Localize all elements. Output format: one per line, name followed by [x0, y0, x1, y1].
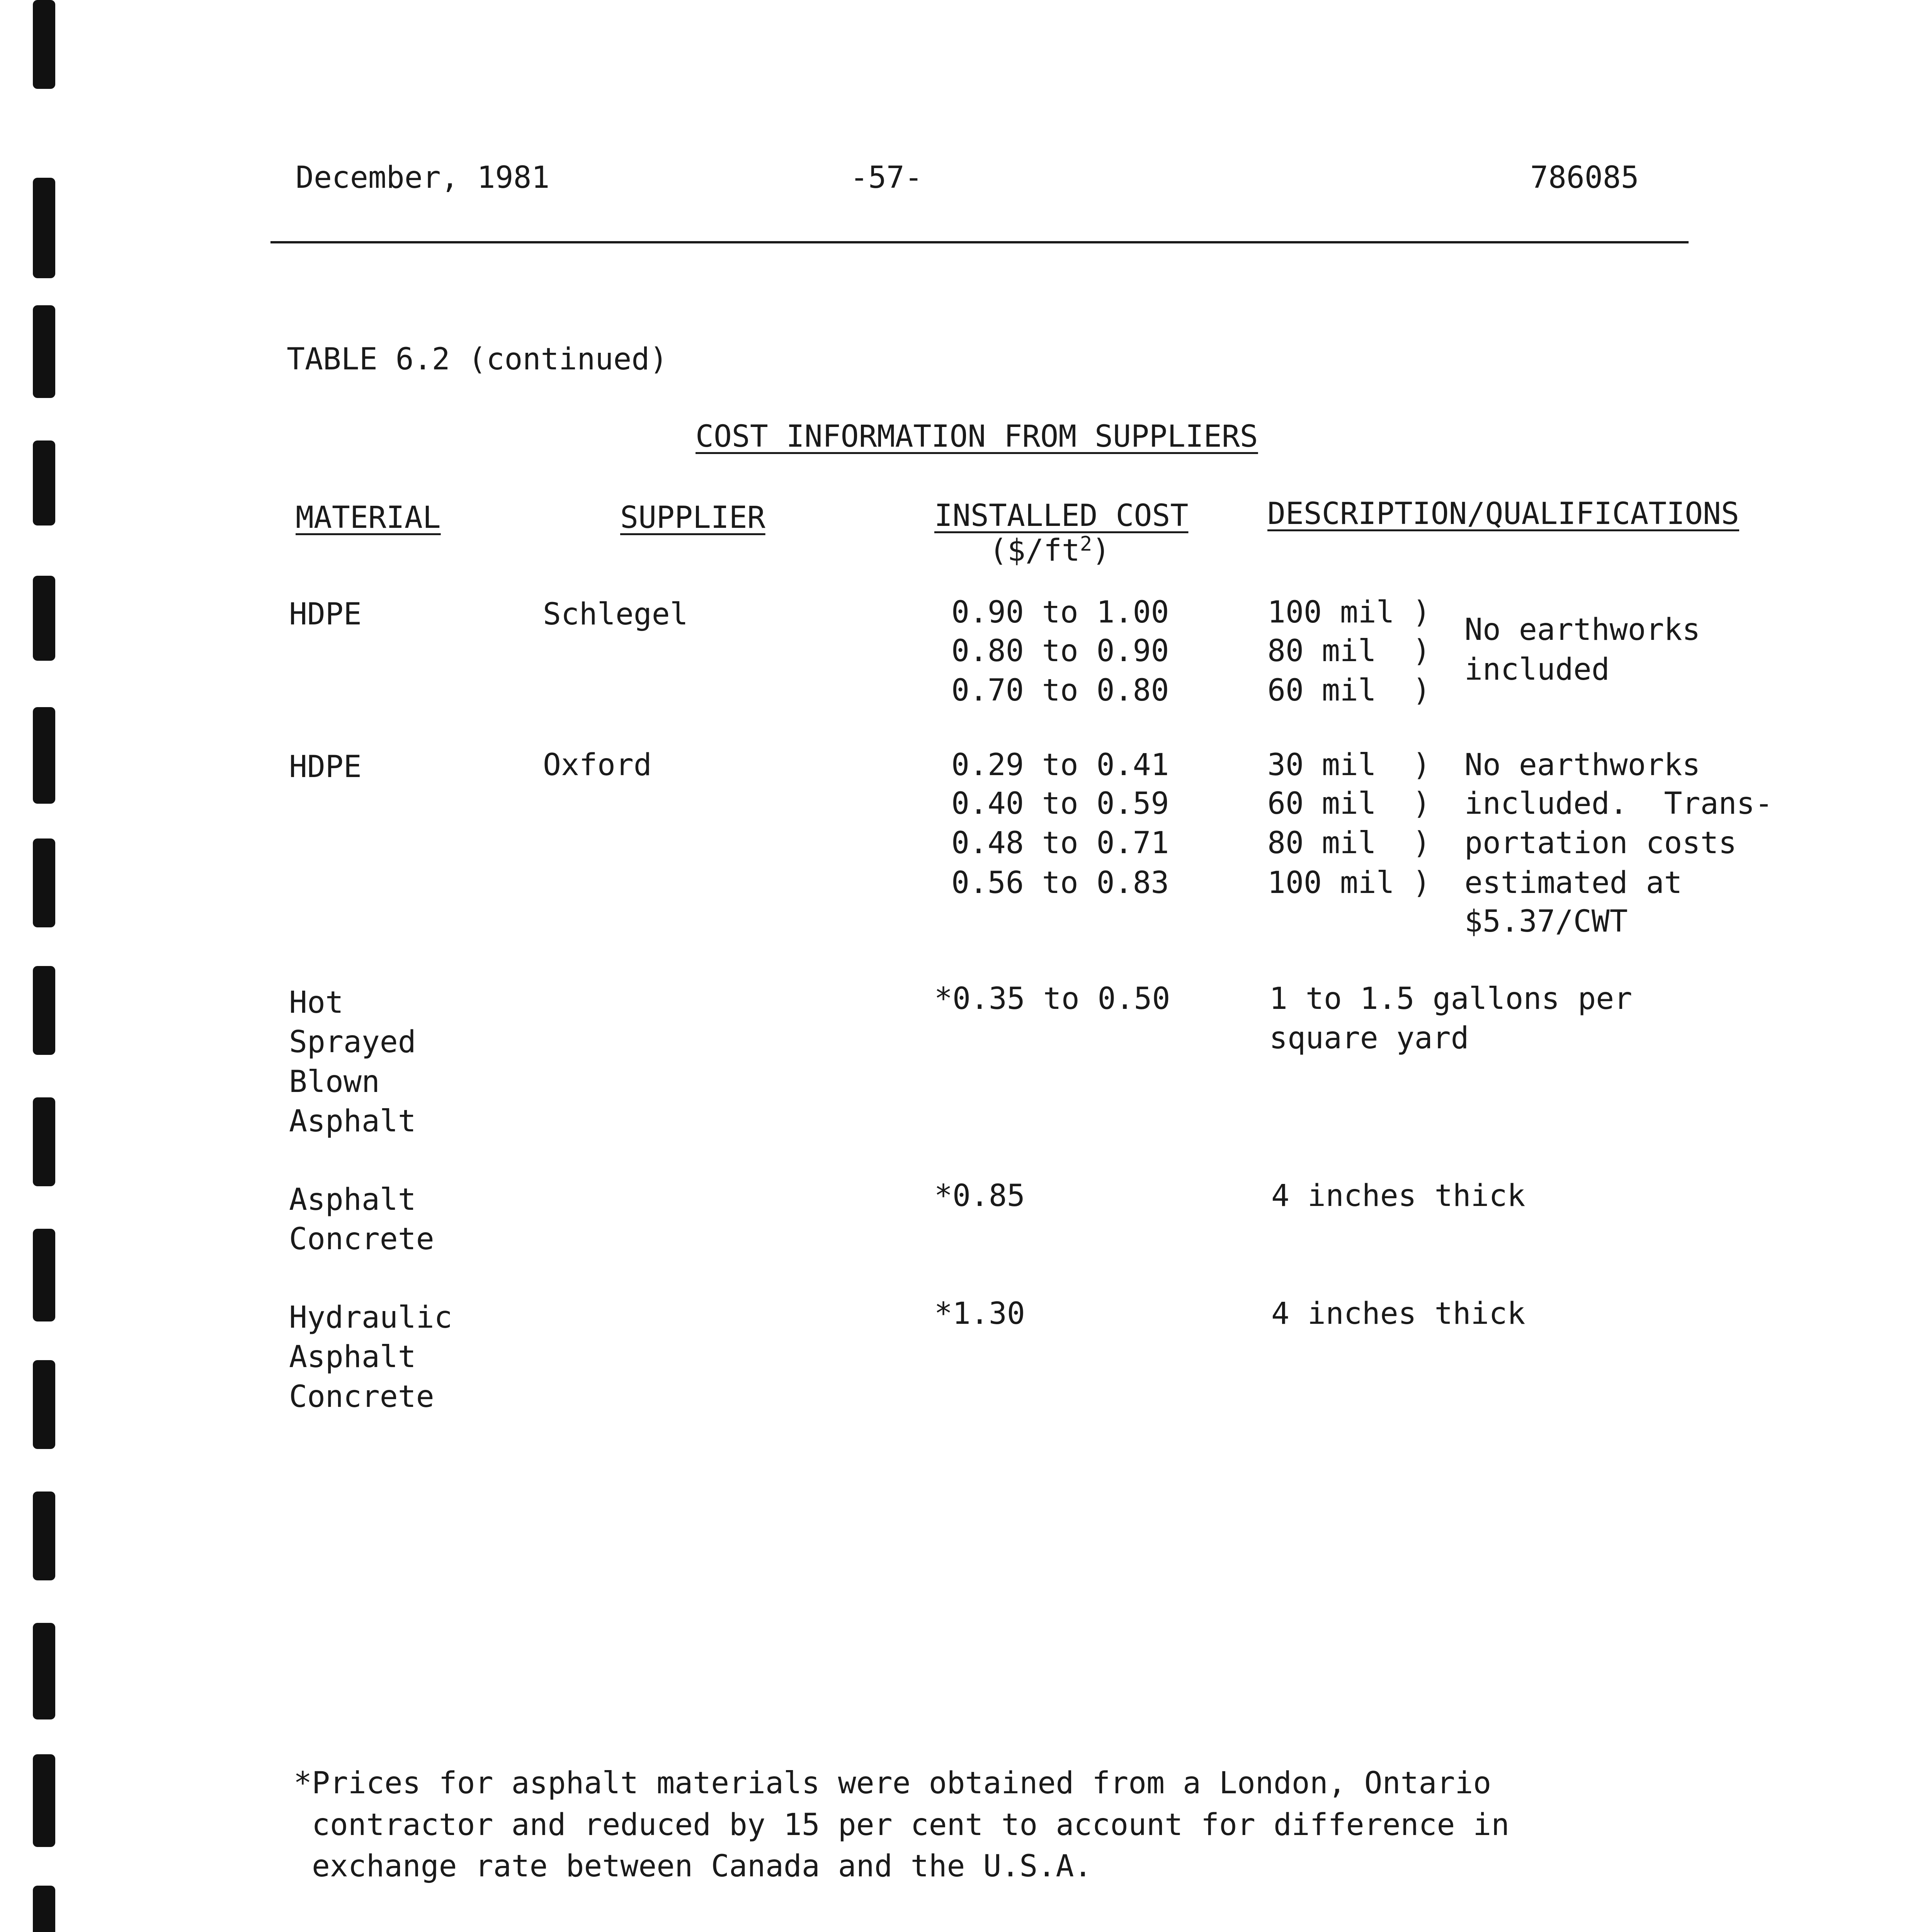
binder-mark	[33, 440, 55, 526]
column-header-cost-unit	[989, 531, 1110, 570]
header-date: December, 1981	[296, 160, 550, 195]
row-cost: 0.70 to 0.80	[951, 673, 1169, 708]
binder-mark	[33, 1360, 55, 1449]
row-material: HDPE	[289, 597, 362, 632]
row-note: No earthworks	[1464, 748, 1701, 782]
row-material: Asphalt	[289, 1340, 416, 1374]
row-thickness: 60 mil )	[1267, 673, 1431, 708]
row-description: square yard	[1269, 1021, 1469, 1056]
row-note: estimated at	[1464, 866, 1682, 900]
header-rule	[270, 241, 1689, 243]
row-cost: 0.80 to 0.90	[951, 634, 1169, 668]
binder-mark	[33, 966, 55, 1055]
row-supplier: Oxford	[543, 748, 652, 782]
column-header-material: MATERIAL	[296, 500, 441, 535]
row-description: 4 inches thick	[1271, 1296, 1526, 1331]
cost-unit-suffix: )	[1092, 533, 1111, 568]
table-title: COST INFORMATION FROM SUPPLIERS	[696, 419, 1258, 454]
table-caption: TABLE 6.2 (continued)	[287, 342, 668, 377]
row-material: HDPE	[289, 750, 362, 784]
row-material: Sprayed	[289, 1025, 416, 1060]
column-header-supplier: SUPPLIER	[620, 500, 765, 535]
row-material: Asphalt	[289, 1182, 416, 1217]
binder-mark	[33, 1623, 55, 1719]
row-description: 1 to 1.5 gallons per	[1269, 981, 1633, 1016]
header-page-number: -57-	[850, 160, 923, 195]
binder-mark	[33, 1229, 55, 1321]
binder-mark	[33, 838, 55, 927]
row-description: 4 inches thick	[1271, 1179, 1526, 1213]
row-note: No earthworks	[1464, 612, 1701, 647]
row-material: Concrete	[289, 1379, 434, 1414]
column-header-description: DESCRIPTION/QUALIFICATIONS	[1267, 497, 1739, 531]
binder-mark	[33, 576, 55, 661]
row-thickness: 80 mil )	[1267, 634, 1431, 668]
row-thickness: 60 mil )	[1267, 786, 1431, 821]
row-cost: 0.29 to 0.41	[951, 748, 1169, 782]
row-thickness: 100 mil )	[1267, 866, 1431, 900]
row-note: included. Trans-	[1464, 786, 1773, 821]
row-cost: *1.30	[934, 1296, 1025, 1331]
binder-mark	[33, 707, 55, 804]
binder-mark	[33, 0, 55, 89]
row-material: Hot	[289, 985, 344, 1020]
binder-mark	[33, 1886, 55, 1932]
binder-mark	[33, 1754, 55, 1847]
row-cost: 0.90 to 1.00	[951, 595, 1169, 630]
binder-mark	[33, 1097, 55, 1186]
binder-mark	[33, 1492, 55, 1580]
row-thickness: 80 mil )	[1267, 826, 1431, 861]
cost-unit-prefix: ($/ft	[989, 533, 1080, 568]
row-note: portation costs	[1464, 826, 1737, 861]
row-thickness: 100 mil )	[1267, 595, 1431, 630]
row-cost: 0.56 to 0.83	[951, 866, 1169, 900]
row-material: Concrete	[289, 1222, 434, 1257]
row-cost: *0.85	[934, 1179, 1025, 1213]
footnote-line: *Prices for asphalt materials were obtained from a London, Ontario	[294, 1766, 1492, 1801]
row-cost: *0.35 to 0.50	[934, 981, 1170, 1016]
row-material: Blown	[289, 1065, 380, 1099]
row-cost: 0.48 to 0.71	[951, 826, 1169, 861]
header-doc-number: 786085	[1530, 160, 1639, 195]
row-material: Asphalt	[289, 1104, 416, 1139]
row-thickness: 30 mil )	[1267, 748, 1431, 782]
binder-mark	[33, 178, 55, 278]
binder-mark	[33, 305, 55, 398]
row-note: $5.37/CWT	[1464, 904, 1628, 939]
row-cost: 0.40 to 0.59	[951, 786, 1169, 821]
row-note: included	[1464, 652, 1610, 687]
footnote-line: contractor and reduced by 15 per cent to account for difference in	[294, 1808, 1510, 1842]
row-supplier: Schlegel	[543, 597, 688, 632]
column-header-cost: INSTALLED COST	[934, 498, 1189, 533]
row-material: Hydraulic	[289, 1300, 452, 1335]
footnote-line: exchange rate between Canada and the U.S.A.	[294, 1849, 1092, 1884]
cost-unit-superscript: 2	[1080, 532, 1092, 556]
